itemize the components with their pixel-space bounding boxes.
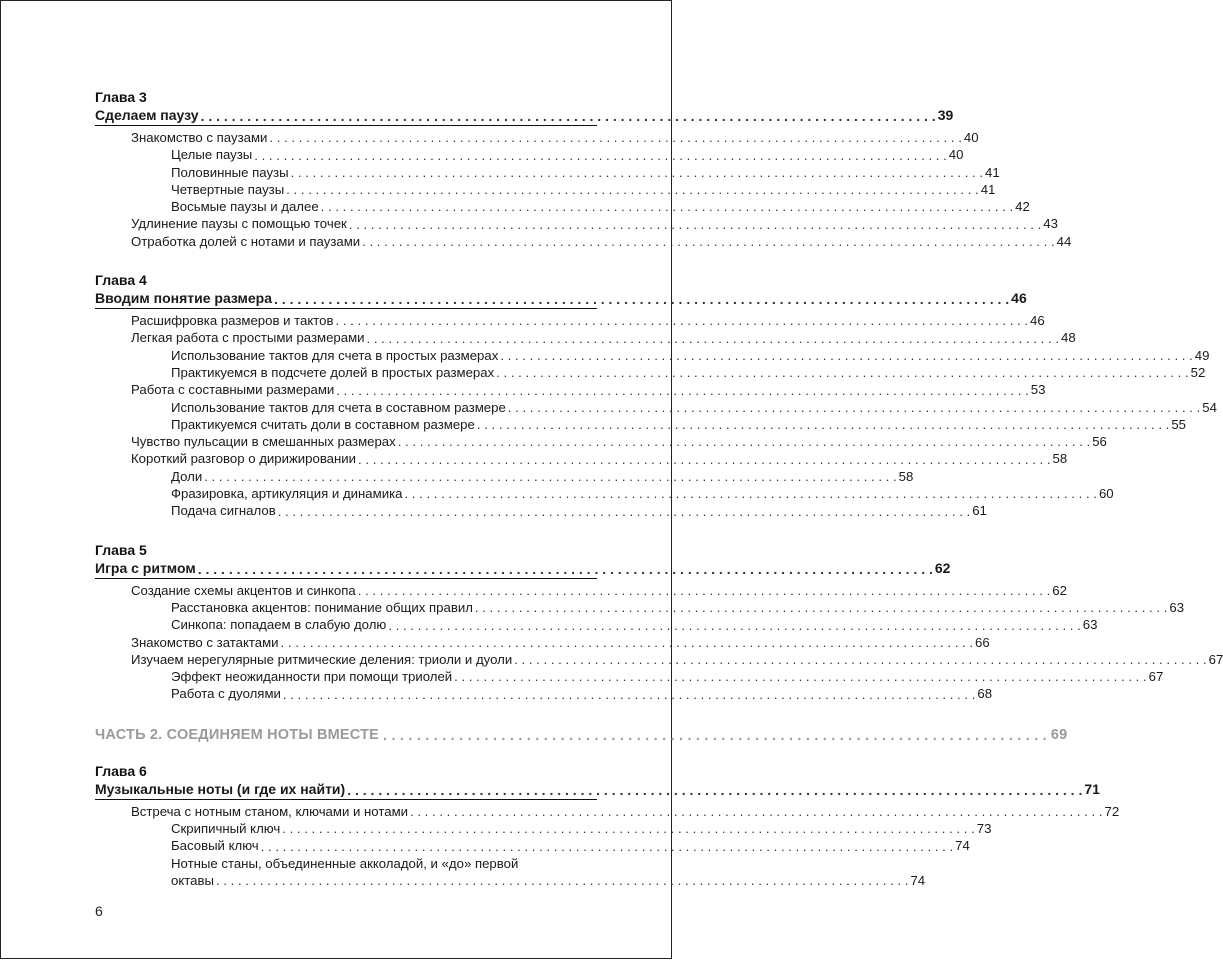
toc-entry[interactable]: [95, 381, 1046, 398]
dot-leader: [514, 651, 1206, 668]
toc-entry[interactable]: [95, 450, 1068, 467]
dot-leader: [362, 233, 1054, 250]
toc-entry[interactable]: [95, 416, 1187, 433]
page-ref: 67: [1148, 669, 1164, 685]
toc-entry-title: Подача сигналов: [171, 503, 276, 519]
toc-entry-title: Практикуемся в подсчете долей в простых размерах: [171, 364, 495, 380]
dot-leader: [383, 726, 1047, 745]
toc-entry[interactable]: [95, 146, 964, 163]
page-ref: 56: [1092, 434, 1107, 450]
toc-entry-title: Синкопа: попадаем в слабую долю: [171, 617, 387, 633]
toc-entry-title: Короткий разговор о дирижировании: [131, 451, 357, 467]
dot-leader: [321, 198, 1013, 215]
toc-entry-title: Четвертные паузы: [171, 181, 285, 197]
chapter-6: [95, 762, 1120, 889]
page-ref: 42: [1015, 199, 1030, 215]
toc-entry-title: Расстановка акцентов: понимание общих правил: [171, 599, 473, 615]
toc-entry-title: Изучаем нерегулярные ритмические деления: триоли и дуоли: [131, 651, 513, 667]
page-ref: 62: [1052, 582, 1067, 598]
toc-entry-wrapped[interactable]: [95, 855, 926, 890]
toc-entry-title: Скрипичный ключ: [171, 821, 281, 837]
chapter-title: Вводим понятие размера: [95, 290, 273, 307]
toc-entry-title: Создание схемы акцентов и синкопа: [131, 582, 356, 598]
toc-entry[interactable]: [95, 347, 1210, 364]
page-ref: 39: [937, 107, 954, 123]
toc-entry[interactable]: [95, 233, 1072, 250]
chapter-label: Глава 4: [95, 272, 147, 289]
toc-entry-title: Работа с дуолями: [171, 686, 281, 702]
dot-leader: [388, 617, 1080, 634]
chapter-title: Игра с ритмом: [95, 559, 196, 576]
dot-leader: [261, 838, 953, 855]
dot-leader: [367, 330, 1059, 347]
toc-entry[interactable]: [95, 820, 992, 837]
page-ref: 61: [972, 503, 987, 519]
dot-leader: [508, 399, 1200, 416]
toc-entry[interactable]: [95, 181, 996, 198]
dot-leader: [286, 181, 978, 198]
toc-entry-title: Половинные паузы: [171, 164, 289, 180]
toc-entry-title: Использование тактов для счета в простых размерах: [171, 347, 499, 363]
dot-leader: [398, 433, 1090, 450]
page-ref: 74: [910, 872, 926, 888]
chapter-4: [95, 272, 1217, 520]
page-ref: 46: [1011, 290, 1027, 307]
dot-leader: [349, 216, 1041, 233]
toc-entry-title: Знакомство с паузами: [131, 130, 268, 145]
page-number: 6: [95, 903, 103, 919]
page-ref: 69: [1050, 726, 1068, 743]
page-ref: 62: [934, 559, 951, 576]
page-ref: 41: [980, 181, 996, 197]
page-ref: 71: [1084, 780, 1100, 797]
dot-leader: [475, 599, 1167, 616]
dot-leader: [500, 347, 1192, 364]
part-heading-row[interactable]: [95, 725, 1068, 745]
toc-entry[interactable]: [95, 364, 1206, 381]
dot-leader: [269, 129, 961, 146]
toc-entry-title: Легкая работа с простыми размерами: [131, 330, 365, 346]
dot-leader: [282, 820, 974, 837]
toc-entry[interactable]: [95, 312, 1045, 329]
toc-entry[interactable]: [95, 399, 1217, 416]
toc-entry[interactable]: [95, 803, 1120, 820]
page-ref: 49: [1194, 347, 1210, 363]
page-ref: 66: [975, 634, 990, 650]
toc-entry-title-line2: октавы: [171, 872, 214, 888]
toc-entry[interactable]: [95, 685, 993, 702]
dot-leader: [274, 290, 1009, 307]
chapter-label: Глава 5: [95, 541, 147, 558]
toc-entry-title: Знакомство с затактами: [131, 634, 279, 650]
dot-leader: [216, 872, 908, 889]
toc-entry-title: Басовый ключ: [171, 838, 259, 854]
chapter-title-row[interactable]: [95, 559, 951, 579]
page-ref: 40: [963, 130, 979, 145]
dot-leader: [198, 560, 933, 577]
toc-entry-title: Практикуемся считать доли в составном размере: [171, 416, 475, 432]
dot-leader: [404, 485, 1096, 502]
page-ref: 46: [1030, 313, 1045, 329]
toc-entry[interactable]: [95, 502, 987, 519]
page-ref: 54: [1202, 399, 1217, 415]
toc-entry[interactable]: [95, 215, 1058, 232]
dot-leader: [283, 686, 975, 703]
toc-entry-title: Работа с составными размерами: [131, 382, 335, 398]
toc-entry-title: Фразировка, артикуляция и динамика: [171, 486, 403, 502]
chapter-3: [95, 89, 1072, 250]
toc-entry[interactable]: [95, 582, 1067, 599]
toc-entry-title: Целые паузы: [171, 147, 253, 163]
chapter-5: [95, 541, 1223, 703]
dot-leader: [201, 107, 936, 124]
chapter-label: Глава 3: [95, 89, 147, 105]
page-ref: 52: [1190, 364, 1206, 380]
toc-entry[interactable]: [95, 634, 990, 651]
chapter-title-row[interactable]: [95, 780, 1100, 800]
dot-leader: [410, 803, 1102, 820]
page-ref: 63: [1082, 617, 1098, 633]
toc-entry-title: Встреча с нотным станом, ключами и нотами: [131, 803, 409, 819]
page-ref: 40: [948, 147, 964, 163]
page-ref: 58: [898, 468, 914, 484]
table-of-contents: [95, 89, 1223, 911]
toc-entry-title: Эффект неожиданности при помощи триолей: [171, 669, 453, 685]
page-ref: 58: [1052, 451, 1068, 467]
toc-entry[interactable]: [95, 129, 979, 146]
dot-leader: [281, 634, 973, 651]
dot-leader: [477, 416, 1169, 433]
dot-leader: [291, 164, 983, 181]
page-ref: 60: [1098, 486, 1114, 502]
part-title: ЧАСТЬ 2. СОЕДИНЯЕМ НОТЫ ВМЕСТЕ: [95, 726, 380, 743]
dot-leader: [278, 503, 970, 520]
dot-leader: [336, 382, 1028, 399]
toc-entry[interactable]: [95, 837, 970, 854]
dot-leader: [358, 582, 1050, 599]
toc-entry[interactable]: [95, 485, 1114, 502]
dot-leader: [358, 451, 1050, 468]
toc-entry[interactable]: [95, 164, 1000, 181]
toc-entry-title: Восьмые паузы и далее: [171, 199, 319, 215]
page-ref: 53: [1030, 382, 1046, 398]
page-ref: 67: [1208, 651, 1223, 667]
dot-leader: [336, 312, 1028, 329]
toc-entry-title: Доли: [171, 468, 203, 484]
toc-entry[interactable]: [95, 329, 1076, 346]
toc-entry-title: Использование тактов для счета в составном размере: [171, 399, 506, 415]
chapter-title-row[interactable]: [95, 106, 954, 126]
toc-entry-title-line1: Нотные станы, объединенные акколадой, и «до» первой: [171, 855, 519, 871]
page-ref: 73: [976, 821, 992, 837]
toc-entry-title: Удлинение паузы с помощью точек: [131, 216, 347, 232]
chapter-title-row[interactable]: [95, 289, 1027, 309]
toc-entry[interactable]: [95, 599, 1185, 616]
dot-leader: [254, 147, 946, 164]
dot-leader: [496, 364, 1188, 381]
toc-entry-title: Расшифровка размеров и тактов: [131, 313, 334, 329]
chapter-title: Сделаем паузу: [95, 107, 199, 123]
page-ref: 48: [1060, 330, 1076, 346]
toc-entry[interactable]: [95, 433, 1107, 450]
toc-entry[interactable]: [95, 198, 1030, 215]
toc-entry[interactable]: [95, 616, 1098, 633]
chapter-label: Глава 6: [95, 762, 147, 779]
dot-leader: [204, 468, 896, 485]
page-ref: 68: [977, 686, 993, 702]
dot-leader: [347, 781, 1082, 798]
toc-entry[interactable]: [95, 468, 914, 485]
page-ref: 63: [1169, 599, 1185, 615]
page-ref: 55: [1171, 416, 1187, 432]
page-ref: 72: [1104, 803, 1120, 819]
toc-entry[interactable]: [95, 651, 1223, 668]
dot-leader: [454, 668, 1146, 685]
page-ref: 43: [1043, 216, 1058, 232]
chapter-title: Музыкальные ноты (и где их найти): [95, 780, 346, 797]
toc-entry[interactable]: [95, 668, 1164, 685]
page-ref: 74: [955, 838, 970, 854]
page-ref: 41: [985, 164, 1000, 180]
page-ref: 44: [1056, 233, 1072, 249]
toc-entry-title: Чувство пульсации в смешанных размерах: [131, 434, 396, 450]
toc-entry-title: Отработка долей с нотами и паузами: [131, 233, 361, 249]
